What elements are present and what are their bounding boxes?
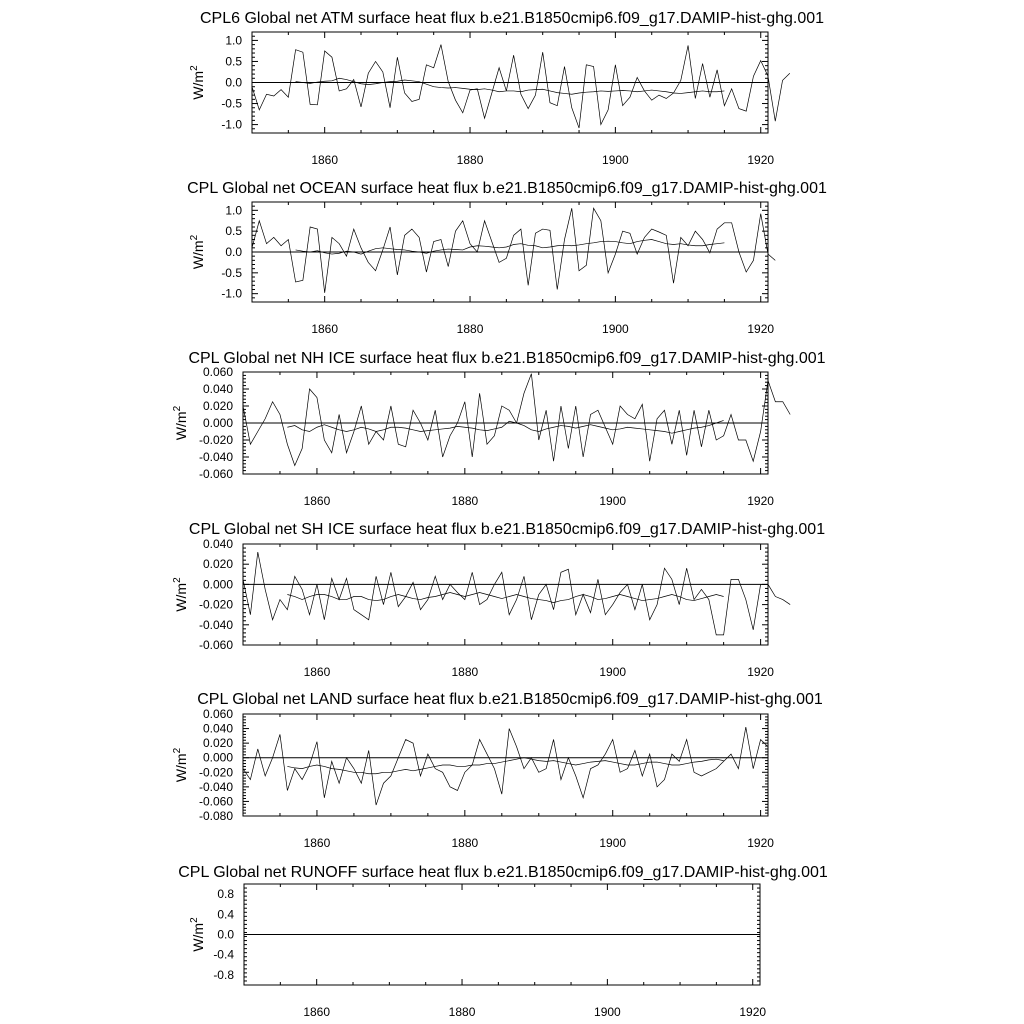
y-tick-label: -1.0 (221, 117, 242, 132)
x-tick-label: 1920 (747, 494, 774, 508)
x-tick-label: 1920 (739, 1005, 767, 1019)
y-tick-label: -0.8 (213, 967, 234, 982)
series-annual-line (243, 552, 790, 635)
y-tick-label: -0.4 (213, 947, 234, 962)
x-tick-label: 1900 (602, 322, 629, 336)
y-axis-label-exponent: 2 (189, 234, 200, 241)
chart-title: CPL6 Global net ATM surface heat flux b.e21.B1850cmip6.f09_g17.DAMIP-hist-ghg.001 (199, 10, 825, 27)
x-tick-label: 1860 (303, 836, 331, 850)
x-tick-label: 1880 (451, 494, 479, 508)
y-axis-label-unit: W/m (173, 753, 189, 783)
y-axis-label (172, 577, 189, 612)
y-tick-label: 0.8 (217, 887, 234, 902)
chart-panel-5 (172, 691, 823, 850)
y-axis-label-exponent: 2 (172, 405, 183, 412)
y-tick-label: 0.040 (202, 537, 233, 551)
y-tick-label: -0.080 (198, 809, 233, 823)
chart-title: CPL Global net LAND surface heat flux b.e21.B1850cmip6.f09_g17.DAMIP-hist-ghg.001 (197, 691, 823, 708)
y-tick-label: -0.5 (221, 265, 242, 280)
y-tick-label: -0.5 (221, 96, 242, 111)
x-tick-label: 1860 (311, 322, 339, 336)
y-tick-label: 1.0 (225, 203, 242, 218)
y-tick-label: -0.060 (198, 794, 233, 809)
chart-panel-1 (189, 10, 824, 167)
x-tick-label: 1920 (747, 322, 775, 336)
y-tick-label: -0.040 (198, 617, 233, 632)
x-tick-label: 1900 (599, 494, 627, 508)
y-axis-label (189, 917, 206, 952)
y-tick-label: 0.020 (202, 557, 233, 572)
y-axis-label (172, 405, 189, 440)
y-tick-label: 0.060 (202, 365, 233, 379)
y-tick-label: 0.5 (225, 54, 242, 69)
y-axis-label-unit: W/m (190, 922, 206, 952)
y-tick-label: -0.060 (198, 467, 233, 481)
series-running-mean-line (296, 78, 725, 94)
x-tick-label: 1860 (303, 494, 331, 508)
y-tick-label: -1.0 (221, 286, 242, 301)
y-tick-label: 0.000 (202, 416, 233, 430)
y-tick-label: 0.5 (225, 224, 242, 239)
y-axis-label-exponent: 2 (172, 747, 183, 754)
y-tick-label: 0.0 (225, 245, 242, 259)
chart-title: CPL Global net NH ICE surface heat flux b.e21.B1850cmip6.f09_g17.DAMIP-hist-ghg.001 (188, 350, 826, 367)
y-tick-label: 0.000 (202, 577, 233, 592)
chart-panel-4 (172, 521, 825, 679)
x-tick-label: 1920 (747, 836, 774, 850)
series-running-mean-line (287, 420, 723, 433)
y-axis-label-exponent: 2 (189, 917, 200, 923)
y-axis-label-unit: W/m (190, 70, 206, 100)
y-tick-label: 0.040 (202, 382, 233, 396)
x-tick-label: 1880 (456, 153, 484, 167)
chart-title: CPL Global net RUNOFF surface heat flux b.e21.B1850cmip6.f09_g17.DAMIP-hist-ghg.001 (178, 864, 828, 881)
chart-panel-2 (187, 180, 827, 336)
y-tick-label: -0.060 (198, 638, 233, 652)
y-tick-label: -0.040 (198, 779, 233, 794)
y-tick-label: 1.0 (225, 33, 242, 48)
y-tick-label: 0.0 (217, 927, 234, 942)
plot-frame (243, 714, 768, 816)
chart-panel-3 (172, 350, 826, 508)
chart-title: CPL Global net SH ICE surface heat flux b.e21.B1850cmip6.f09_g17.DAMIP-hist-ghg.001 (188, 521, 826, 538)
y-tick-label: 0.4 (217, 907, 234, 922)
series-annual-line (252, 45, 790, 128)
y-tick-label: 0.040 (202, 721, 233, 736)
x-tick-label: 1860 (311, 153, 339, 167)
y-axis-label-unit: W/m (173, 411, 189, 441)
y-tick-label: 0.060 (202, 707, 233, 721)
y-axis-label-unit: W/m (173, 582, 189, 612)
chart-title: CPL Global net OCEAN surface heat flux b.e21.B1850cmip6.f09_g17.DAMIP-hist-ghg.001 (187, 180, 827, 197)
x-tick-label: 1880 (448, 1005, 476, 1019)
x-tick-label: 1900 (602, 153, 629, 167)
series-annual-line (252, 208, 775, 293)
x-tick-label: 1920 (747, 665, 774, 679)
y-tick-label: -0.020 (198, 765, 233, 780)
x-tick-label: 1860 (303, 665, 331, 679)
y-axis-label (189, 65, 206, 100)
x-tick-label: 1880 (451, 836, 479, 850)
y-tick-label: 0.020 (202, 736, 233, 751)
y-axis-label-exponent: 2 (189, 65, 200, 71)
y-axis-label (189, 234, 206, 269)
x-tick-label: 1900 (599, 836, 627, 850)
x-tick-label: 1860 (303, 1005, 331, 1019)
y-tick-label: -0.040 (198, 450, 233, 464)
x-tick-label: 1900 (599, 665, 627, 679)
x-tick-label: 1880 (451, 665, 479, 679)
y-axis-label (172, 747, 189, 782)
y-tick-label: 0.020 (202, 399, 233, 413)
x-tick-label: 1900 (594, 1005, 621, 1019)
y-tick-label: -0.020 (198, 433, 233, 447)
y-tick-label: 0.0 (225, 75, 242, 90)
series-annual-line (243, 374, 790, 466)
chart-panel-6 (178, 864, 828, 1019)
y-tick-label: 0.000 (202, 750, 233, 765)
x-tick-label: 1880 (456, 322, 484, 336)
y-tick-label: -0.020 (198, 597, 233, 612)
y-axis-label-exponent: 2 (172, 577, 183, 583)
x-tick-label: 1920 (747, 153, 775, 167)
y-axis-label-unit: W/m (190, 240, 206, 270)
